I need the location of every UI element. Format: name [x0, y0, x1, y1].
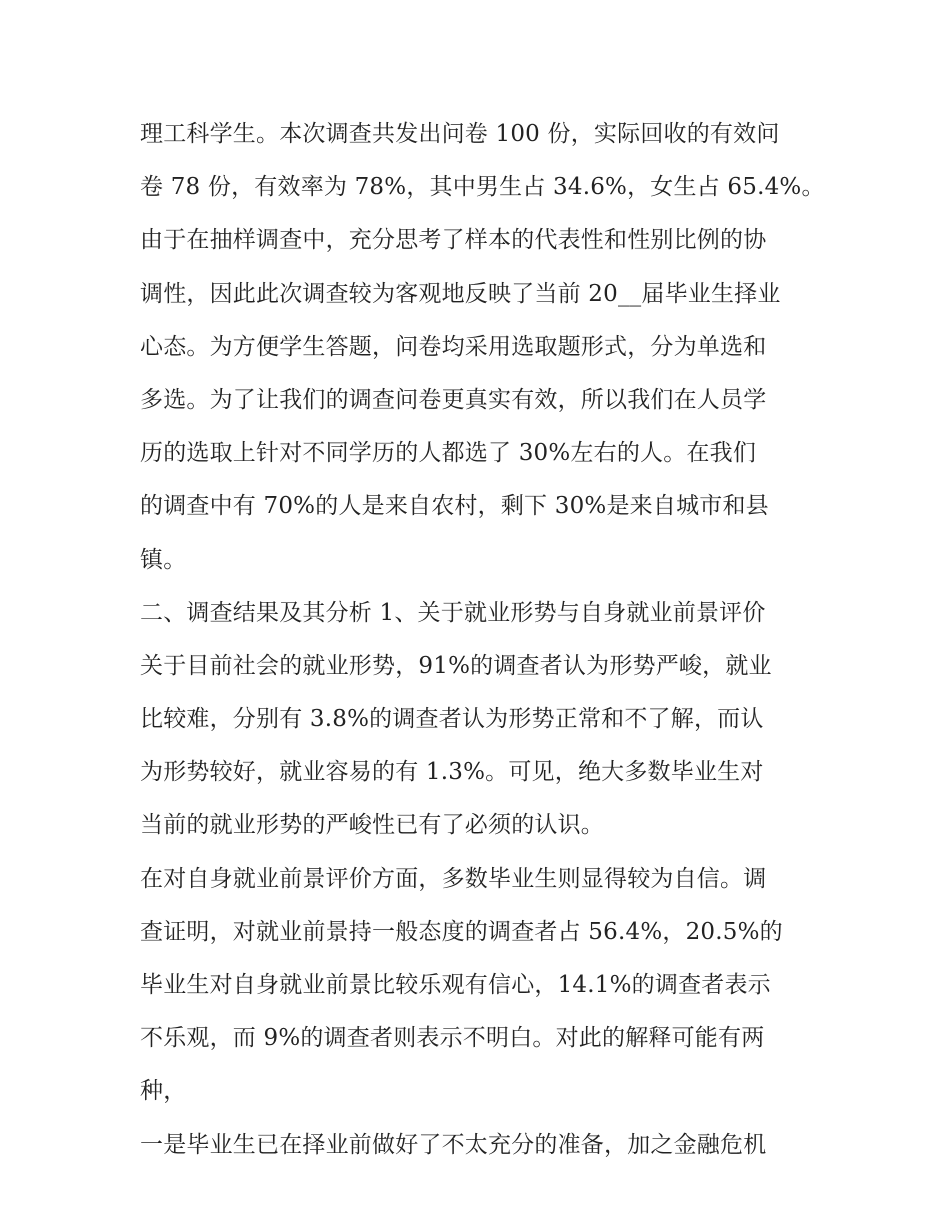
text-line: 多选。为了让我们的调查问卷更真实有效，所以我们在人员学 — [140, 386, 767, 413]
text-line: 不乐观，而 9%的调查者则表示不明白。对此的解释可能有两 — [140, 1025, 765, 1052]
text-line: 比较难，分别有 3.8%的调查者认为形势正常和不了解，而认 — [140, 706, 764, 733]
text-line: 在对自身就业前景评价方面，多数毕业生则显得较为自信。调 — [140, 865, 767, 892]
text-line: 心态。为方便学生答题，问卷均采用选取题形式，分为单选和 — [140, 333, 767, 360]
text-line: 调性，因此此次调查较为客观地反映了当前 20__届毕业生择业 — [140, 280, 781, 307]
text-line: 镇。 — [140, 546, 187, 573]
text-line: 理工科学生。本次调查共发出问卷 100 份，实际回收的有效问 — [140, 121, 780, 147]
text-line: 种， — [140, 1078, 187, 1105]
text-line: 卷 78 份，有效率为 78%，其中男生占 34.6%，女生占 65.4%。 — [140, 174, 825, 201]
text-line: 毕业生对自身就业前景比较乐观有信心，14.1%的调查者表示 — [140, 972, 771, 998]
section-heading-line: 二、调查结果及其分析 1、关于就业形势与自身就业前景评价 — [140, 599, 766, 626]
text-line: 一是毕业生已在择业前做好了不太充分的准备，加之金融危机 — [140, 1131, 767, 1158]
text-line: 历的选取上针对不同学历的人都选了 30%左右的人。在我们 — [140, 440, 757, 467]
text-line: 查证明，对就业前景持一般态度的调查者占 56.4%，20.5%的 — [140, 918, 783, 945]
text-line: 的调查中有 70%的人是来自农村，剩下 30%是来自城市和县 — [140, 493, 769, 520]
text-line: 当前的就业形势的严峻性已有了必须的认识。 — [140, 812, 604, 839]
text-line: 由于在抽样调查中，充分思考了样本的代表性和性别比例的协 — [140, 227, 767, 254]
document-body — [140, 108, 825, 1172]
text-line: 关于目前社会的就业形势，91%的调查者认为形势严峻，就业 — [140, 652, 772, 679]
text-line: 为形势较好，就业容易的有 1.3%。可见，绝大多数毕业生对 — [140, 759, 764, 786]
